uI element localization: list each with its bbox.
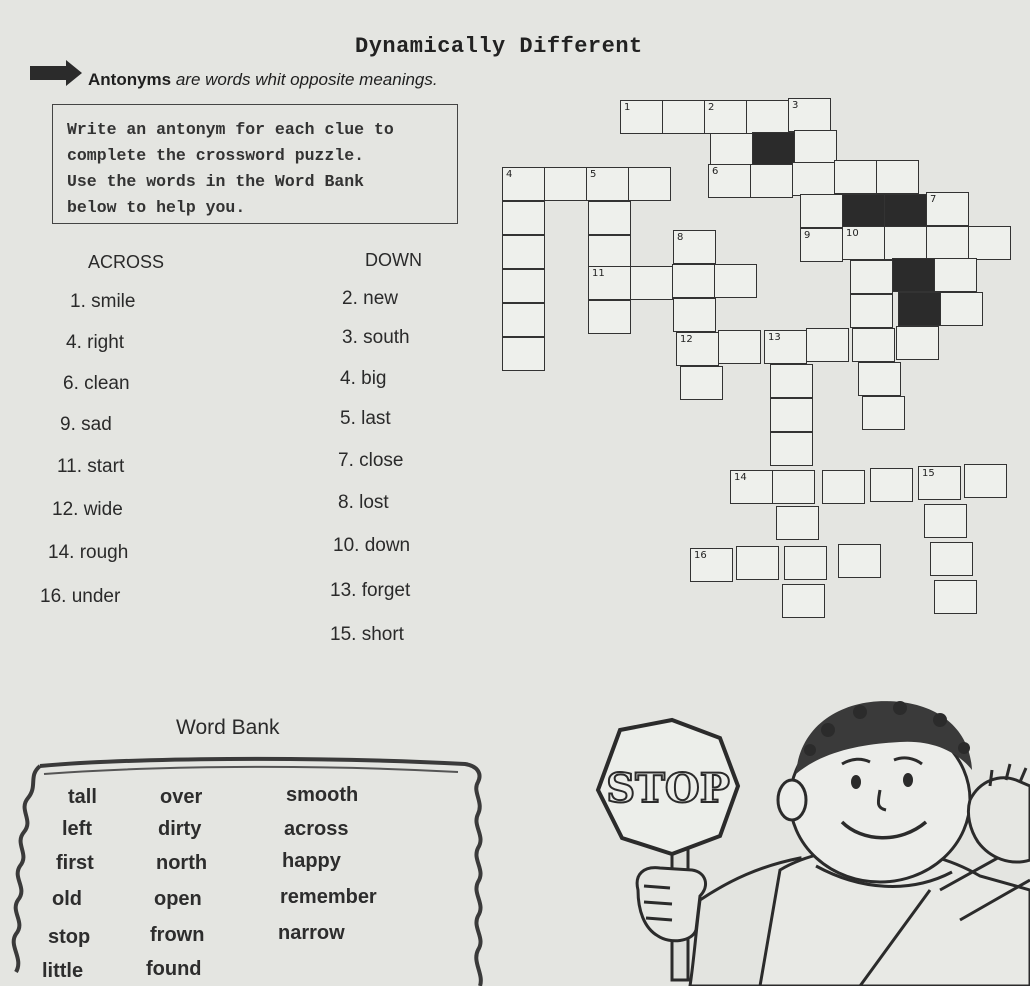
word-bank-word: open (154, 888, 202, 910)
crossword-cell[interactable] (776, 506, 819, 540)
down-clue: 13. forget (330, 580, 411, 601)
crossword-cell[interactable] (502, 269, 545, 303)
crossword-cell[interactable] (772, 470, 815, 504)
across-heading: ACROSS (88, 252, 165, 272)
intro-term: Antonyms (88, 70, 172, 89)
crossword-cell[interactable] (934, 258, 977, 292)
instruction-line: complete the crossword puzzle. (67, 146, 365, 165)
crossword-cell[interactable] (782, 584, 825, 618)
crossword-cell[interactable] (502, 303, 545, 337)
crossword-cell[interactable]: 15 (918, 466, 961, 500)
word-bank-word: old (52, 888, 82, 910)
across-clue: 11. start (57, 456, 125, 477)
crossword-cell[interactable]: 10 (842, 226, 885, 260)
down-clue: 10. down (333, 535, 411, 556)
across-clue: 1. smile (70, 291, 136, 312)
instructions-box (52, 104, 458, 224)
word-bank-word: narrow (278, 922, 345, 944)
crossword-cell[interactable] (746, 100, 789, 134)
blocked-cell (884, 194, 927, 228)
crossword-cell[interactable] (770, 432, 813, 466)
crossword-cell[interactable] (838, 544, 881, 578)
crossword-cell[interactable] (718, 330, 761, 364)
crossword-cell[interactable] (876, 160, 919, 194)
crossword-cell[interactable] (940, 292, 983, 326)
crossword-cell[interactable] (710, 133, 753, 167)
across-clue: 4. right (66, 332, 125, 353)
crossword-cell[interactable] (502, 201, 545, 235)
word-bank-word: little (42, 960, 84, 982)
boy-with-stop-sign-illustration (560, 690, 1030, 986)
word-bank-word: happy (282, 850, 341, 872)
intro-sentence (88, 70, 438, 90)
instruction-line: Write an antonym for each clue to (67, 120, 394, 139)
down-clue: 3. south (342, 327, 410, 348)
crossword-cell[interactable]: 14 (730, 470, 773, 504)
crossword-cell[interactable] (852, 328, 895, 362)
crossword-cell[interactable] (884, 226, 927, 260)
crossword-cell[interactable]: 5 (586, 167, 629, 201)
crossword-cell[interactable]: 11 (588, 266, 631, 300)
arrow-icon (28, 58, 84, 88)
crossword-cell[interactable] (750, 164, 793, 198)
crossword-cell[interactable] (896, 326, 939, 360)
crossword-cell[interactable] (862, 396, 905, 430)
down-clue: 5. last (340, 408, 391, 429)
crossword-cell[interactable] (770, 398, 813, 432)
crossword-cell[interactable] (934, 580, 977, 614)
crossword-cell[interactable] (630, 266, 673, 300)
crossword-cell[interactable] (850, 294, 893, 328)
crossword-cell[interactable]: 2 (704, 100, 747, 134)
instruction-line: below to help you. (67, 198, 246, 217)
instruction-line: Use the words in the Word Bank (67, 172, 365, 191)
crossword-cell[interactable] (770, 364, 813, 398)
crossword-cell[interactable] (502, 337, 545, 371)
word-bank-word: over (160, 786, 203, 808)
crossword-cell[interactable] (628, 167, 671, 201)
crossword-cell[interactable]: 16 (690, 548, 733, 582)
blocked-cell (892, 258, 935, 292)
crossword-cell[interactable] (800, 194, 843, 228)
down-heading: DOWN (365, 250, 422, 270)
across-clue: 16. under (40, 586, 121, 607)
crossword-cell[interactable]: 6 (708, 164, 751, 198)
across-clue: 14. rough (48, 542, 129, 563)
blocked-cell (898, 292, 941, 326)
crossword-cell[interactable]: 9 (800, 228, 843, 262)
crossword-cell[interactable] (834, 160, 877, 194)
word-bank-word: remember (280, 886, 377, 908)
word-bank-word: stop (48, 926, 91, 948)
crossword-cell[interactable]: 12 (676, 332, 719, 366)
crossword-cell[interactable] (588, 235, 631, 269)
word-bank-word: tall (68, 786, 97, 808)
word-bank-word: across (284, 818, 349, 840)
crossword-cell[interactable]: 8 (673, 230, 716, 264)
crossword-cell[interactable] (964, 464, 1007, 498)
word-bank-word: left (62, 818, 92, 840)
crossword-cell[interactable] (792, 162, 835, 196)
crossword-cell[interactable] (858, 362, 901, 396)
crossword-cell[interactable] (714, 264, 757, 298)
crossword-cell[interactable]: 13 (764, 330, 807, 364)
crossword-cell[interactable]: 7 (926, 192, 969, 226)
stop-sign-text: STOP (606, 765, 730, 812)
word-bank-word: found (146, 958, 202, 980)
crossword-cell[interactable] (784, 546, 827, 580)
word-bank-word: dirty (158, 818, 202, 840)
crossword-cell[interactable] (794, 130, 837, 164)
across-clue: 6. clean (63, 373, 130, 394)
crossword-cell[interactable] (968, 226, 1011, 260)
crossword-cell[interactable] (930, 542, 973, 576)
intro-definition: are words whit opposite meanings. (171, 70, 438, 89)
crossword-cell[interactable]: 4 (502, 167, 545, 201)
crossword-cell[interactable] (673, 298, 716, 332)
crossword-cell[interactable] (544, 167, 587, 201)
crossword-cell[interactable] (588, 300, 631, 334)
blocked-cell (842, 194, 885, 228)
crossword-cell[interactable]: 3 (788, 98, 831, 132)
crossword-cell[interactable] (736, 546, 779, 580)
crossword-cell[interactable]: 1 (620, 100, 663, 134)
down-clue: 8. lost (338, 492, 389, 513)
down-clue: 4. big (340, 368, 387, 389)
crossword-cell[interactable] (924, 504, 967, 538)
crossword-cell[interactable] (850, 260, 893, 294)
page-title: Dynamically Different (355, 34, 643, 59)
crossword-cell[interactable] (870, 468, 913, 502)
down-clue: 15. short (330, 624, 404, 645)
down-clue: 2. new (342, 288, 398, 309)
crossword-cell[interactable] (502, 235, 545, 269)
crossword-cell[interactable] (672, 264, 715, 298)
crossword-cell[interactable] (926, 226, 969, 260)
word-bank-word: frown (150, 924, 205, 946)
across-clue: 9. sad (60, 414, 112, 435)
crossword-cell[interactable] (822, 470, 865, 504)
word-bank-word: first (56, 852, 94, 874)
crossword-cell[interactable] (662, 100, 705, 134)
word-bank-title: Word Bank (176, 716, 280, 739)
crossword-cell[interactable] (806, 328, 849, 362)
blocked-cell (752, 132, 795, 166)
across-clue: 12. wide (52, 499, 123, 520)
crossword-cell[interactable] (680, 366, 723, 400)
down-clue: 7. close (338, 450, 404, 471)
word-bank-word: smooth (286, 784, 359, 806)
word-bank-word: north (156, 852, 208, 874)
crossword-cell[interactable] (588, 201, 631, 235)
